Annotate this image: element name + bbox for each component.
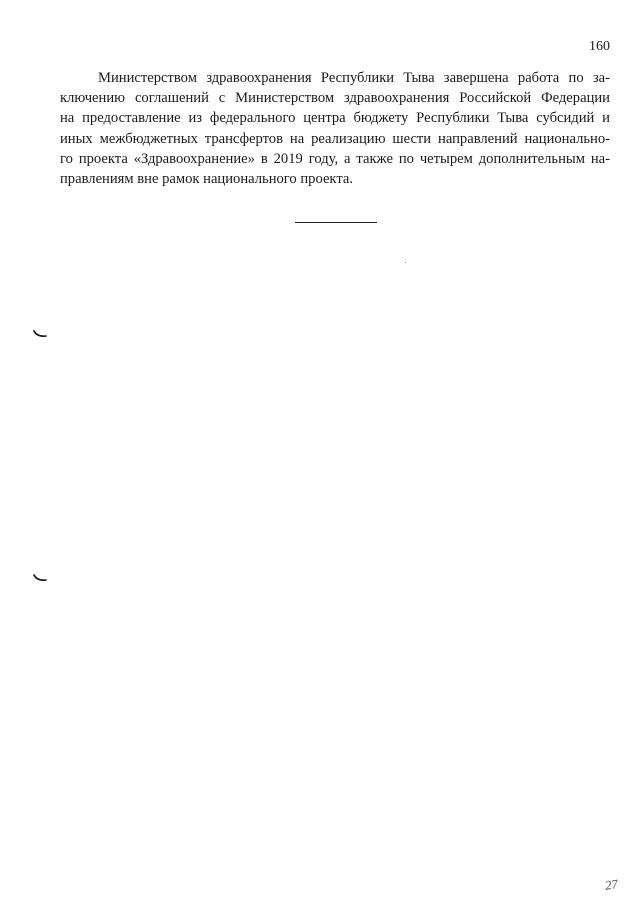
paragraph-line: ключению соглашений с Министерством здравоохранения Российской Федерации — [60, 90, 610, 107]
paragraph-line: правлениям вне рамок национального проекта. — [60, 170, 354, 187]
handwritten-corner-mark: 27 — [603, 876, 619, 893]
body-paragraph — [60, 68, 610, 189]
binding-mark-icon — [33, 574, 47, 582]
page-number: 160 — [589, 39, 610, 54]
paragraph-line: иных межбюджетных трансфертов на реализацию шести направлений национально- — [60, 130, 610, 147]
paragraph-line: го проекта «Здравоохранение» в 2019 году, а также по четырем дополнительным на- — [60, 150, 610, 167]
binding-mark-icon — [33, 330, 47, 338]
paragraph-line: на предоставление из федерального центра бюджету Республики Тыва субсидий и — [60, 110, 610, 127]
paragraph-line: Министерством здравоохранения Республики Тыва завершена работа по за- — [98, 70, 610, 86]
section-separator — [295, 222, 377, 223]
scan-speck — [405, 262, 406, 263]
